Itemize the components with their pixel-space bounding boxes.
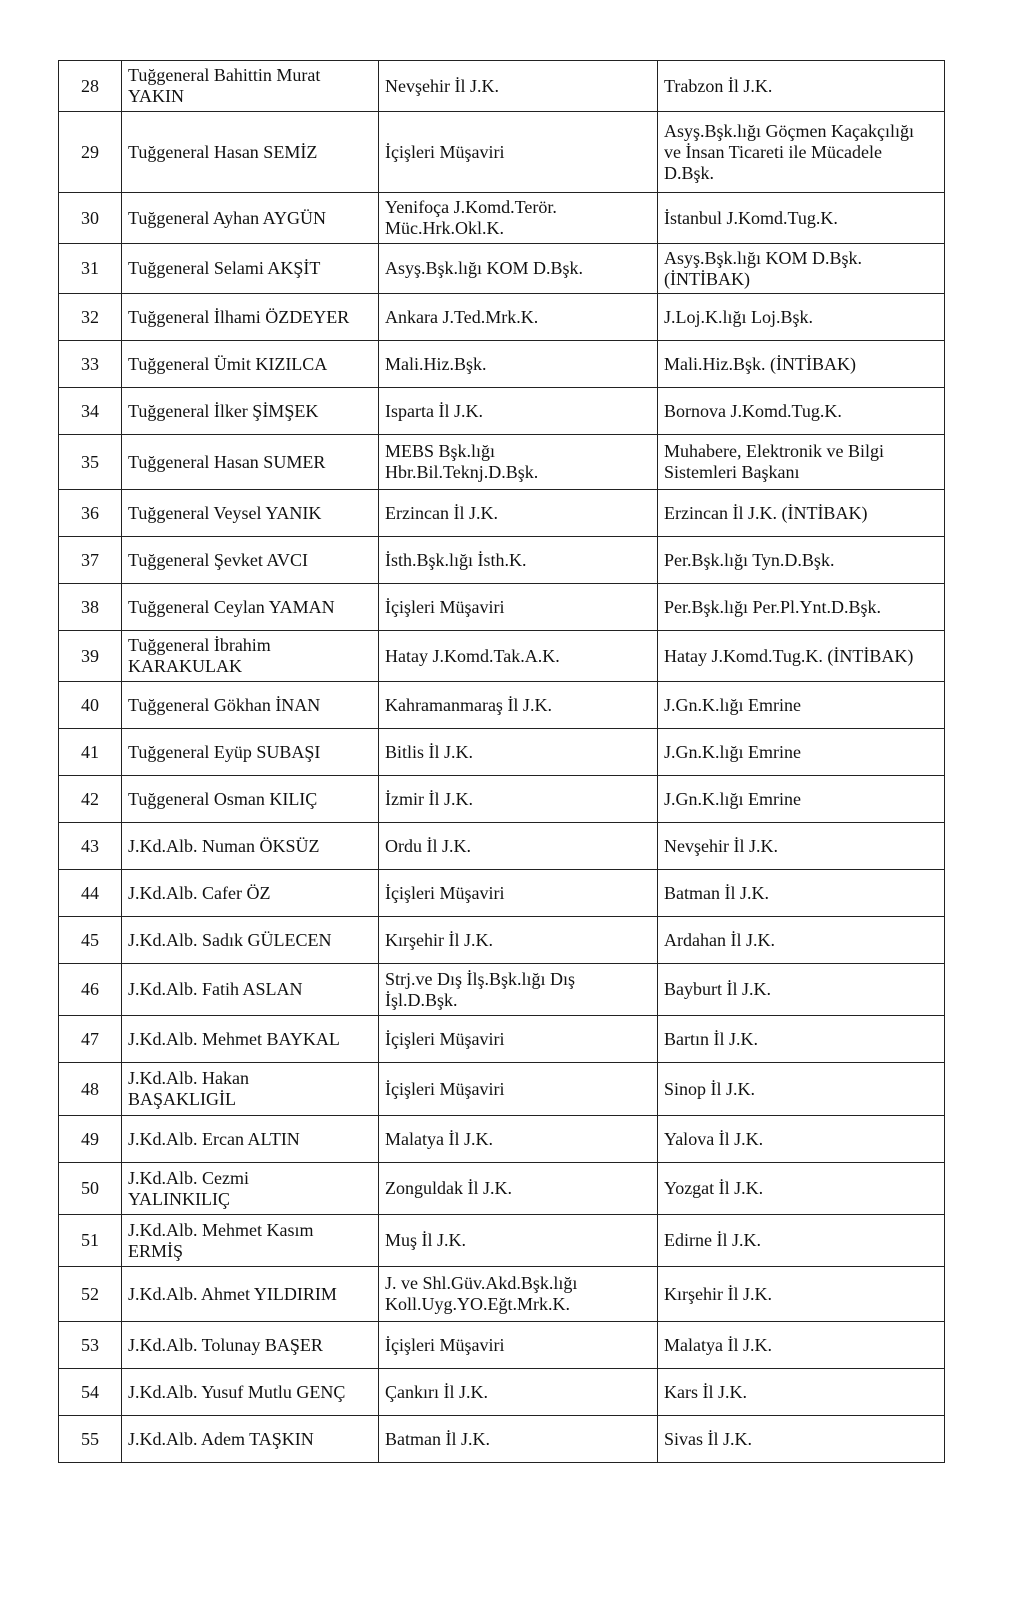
table-row: [59, 1016, 945, 1063]
current-post: Çankırı İl J.K.: [379, 1369, 658, 1416]
table-row: [59, 729, 945, 776]
new-post: Yalova İl J.K.: [658, 1116, 945, 1163]
officer-name: Tuğgeneral İlhami ÖZDEYER: [122, 294, 379, 341]
current-post: İçişleri Müşaviri: [379, 870, 658, 917]
table-row: [59, 490, 945, 537]
officer-name: Tuğgeneral Ümit KIZILCA: [122, 341, 379, 388]
row-number: 38: [59, 584, 122, 631]
new-post: Trabzon İl J.K.: [658, 61, 945, 112]
officer-name: J.Kd.Alb. Ahmet YILDIRIM: [122, 1267, 379, 1322]
officer-name: Tuğgeneral Veysel YANIK: [122, 490, 379, 537]
table-row: [59, 776, 945, 823]
new-post: İstanbul J.Komd.Tug.K.: [658, 193, 945, 244]
row-number: 35: [59, 435, 122, 490]
table-row: [59, 682, 945, 729]
new-post: J.Gn.K.lığı Emrine: [658, 776, 945, 823]
new-post: Edirne İl J.K.: [658, 1215, 945, 1267]
officer-name: J.Kd.Alb. Yusuf Mutlu GENÇ: [122, 1369, 379, 1416]
table-row: [59, 964, 945, 1016]
current-post: Nevşehir İl J.K.: [379, 61, 658, 112]
row-number: 37: [59, 537, 122, 584]
current-post: Malatya İl J.K.: [379, 1116, 658, 1163]
new-post: Per.Bşk.lığı Tyn.D.Bşk.: [658, 537, 945, 584]
current-post: İçişleri Müşaviri: [379, 1322, 658, 1369]
current-post: Bitlis İl J.K.: [379, 729, 658, 776]
table-row: [59, 112, 945, 193]
current-post: Strj.ve Dış İlş.Bşk.lığı Dış İşl.D.Bşk.: [379, 964, 658, 1016]
table-row: [59, 1116, 945, 1163]
row-number: 46: [59, 964, 122, 1016]
assignment-table-body: [59, 61, 945, 1463]
row-number: 52: [59, 1267, 122, 1322]
table-row: [59, 631, 945, 682]
officer-name: Tuğgeneral Eyüp SUBAŞI: [122, 729, 379, 776]
row-number: 44: [59, 870, 122, 917]
current-post: MEBS Bşk.lığı Hbr.Bil.Teknj.D.Bşk.: [379, 435, 658, 490]
row-number: 53: [59, 1322, 122, 1369]
row-number: 55: [59, 1416, 122, 1463]
table-row: [59, 341, 945, 388]
new-post: Mali.Hiz.Bşk. (İNTİBAK): [658, 341, 945, 388]
officer-name: Tuğgeneral Gökhan İNAN: [122, 682, 379, 729]
new-post: J.Loj.K.lığı Loj.Bşk.: [658, 294, 945, 341]
table-row: [59, 1163, 945, 1215]
row-number: 50: [59, 1163, 122, 1215]
new-post: Ardahan İl J.K.: [658, 917, 945, 964]
table-row: [59, 388, 945, 435]
table-row: [59, 193, 945, 244]
new-post: Sinop İl J.K.: [658, 1063, 945, 1116]
current-post: Batman İl J.K.: [379, 1416, 658, 1463]
row-number: 33: [59, 341, 122, 388]
officer-name: Tuğgeneral Selami AKŞİT: [122, 244, 379, 294]
table-row: [59, 1063, 945, 1116]
row-number: 41: [59, 729, 122, 776]
officer-name: J.Kd.Alb. Numan ÖKSÜZ: [122, 823, 379, 870]
current-post: Mali.Hiz.Bşk.: [379, 341, 658, 388]
new-post: Erzincan İl J.K. (İNTİBAK): [658, 490, 945, 537]
current-post: Kırşehir İl J.K.: [379, 917, 658, 964]
new-post: Nevşehir İl J.K.: [658, 823, 945, 870]
assignment-table: [58, 60, 945, 1463]
table-row: [59, 294, 945, 341]
new-post: Asyş.Bşk.lığı Göçmen Kaçakçılığı ve İnsan Ticareti ile Mücadele D.Bşk.: [658, 112, 945, 193]
table-row: [59, 244, 945, 294]
current-post: Kahramanmaraş İl J.K.: [379, 682, 658, 729]
officer-name: Tuğgeneral Osman KILIÇ: [122, 776, 379, 823]
officer-name: Tuğgeneral Şevket AVCI: [122, 537, 379, 584]
new-post: Kırşehir İl J.K.: [658, 1267, 945, 1322]
current-post: Ankara J.Ted.Mrk.K.: [379, 294, 658, 341]
officer-name: J.Kd.Alb. Adem TAŞKIN: [122, 1416, 379, 1463]
current-post: İçişleri Müşaviri: [379, 112, 658, 193]
officer-name: Tuğgeneral İbrahim KARAKULAK: [122, 631, 379, 682]
row-number: 30: [59, 193, 122, 244]
current-post: Zonguldak İl J.K.: [379, 1163, 658, 1215]
new-post: Sivas İl J.K.: [658, 1416, 945, 1463]
row-number: 28: [59, 61, 122, 112]
table-row: [59, 917, 945, 964]
current-post: Isparta İl J.K.: [379, 388, 658, 435]
table-row: [59, 584, 945, 631]
current-post: Yenifoça J.Komd.Terör. Müc.Hrk.Okl.K.: [379, 193, 658, 244]
new-post: Bornova J.Komd.Tug.K.: [658, 388, 945, 435]
new-post: Bartın İl J.K.: [658, 1016, 945, 1063]
row-number: 34: [59, 388, 122, 435]
current-post: Asyş.Bşk.lığı KOM D.Bşk.: [379, 244, 658, 294]
new-post: Kars İl J.K.: [658, 1369, 945, 1416]
new-post: J.Gn.K.lığı Emrine: [658, 682, 945, 729]
table-row: [59, 1215, 945, 1267]
officer-name: Tuğgeneral Ayhan AYGÜN: [122, 193, 379, 244]
current-post: İsth.Bşk.lığı İsth.K.: [379, 537, 658, 584]
row-number: 42: [59, 776, 122, 823]
officer-name: J.Kd.Alb. Mehmet BAYKAL: [122, 1016, 379, 1063]
row-number: 45: [59, 917, 122, 964]
new-post: Malatya İl J.K.: [658, 1322, 945, 1369]
officer-name: J.Kd.Alb. Mehmet Kasım ERMİŞ: [122, 1215, 379, 1267]
table-row: [59, 823, 945, 870]
officer-name: J.Kd.Alb. Cezmi YALINKILIÇ: [122, 1163, 379, 1215]
current-post: J. ve Shl.Güv.Akd.Bşk.lığı Koll.Uyg.YO.Eğt.Mrk.K.: [379, 1267, 658, 1322]
current-post: Muş İl J.K.: [379, 1215, 658, 1267]
new-post: Batman İl J.K.: [658, 870, 945, 917]
officer-name: Tuğgeneral Ceylan YAMAN: [122, 584, 379, 631]
table-row: [59, 537, 945, 584]
officer-name: Tuğgeneral İlker ŞİMŞEK: [122, 388, 379, 435]
table-row: [59, 1416, 945, 1463]
row-number: 48: [59, 1063, 122, 1116]
row-number: 51: [59, 1215, 122, 1267]
new-post: Bayburt İl J.K.: [658, 964, 945, 1016]
current-post: Erzincan İl J.K.: [379, 490, 658, 537]
officer-name: J.Kd.Alb. Sadık GÜLECEN: [122, 917, 379, 964]
current-post: İçişleri Müşaviri: [379, 584, 658, 631]
table-row: [59, 1322, 945, 1369]
table-row: [59, 61, 945, 112]
new-post: Yozgat İl J.K.: [658, 1163, 945, 1215]
row-number: 36: [59, 490, 122, 537]
current-post: İçişleri Müşaviri: [379, 1016, 658, 1063]
new-post: Hatay J.Komd.Tug.K. (İNTİBAK): [658, 631, 945, 682]
officer-name: Tuğgeneral Hasan SUMER: [122, 435, 379, 490]
current-post: İçişleri Müşaviri: [379, 1063, 658, 1116]
new-post: Asyş.Bşk.lığı KOM D.Bşk. (İNTİBAK): [658, 244, 945, 294]
new-post: Per.Bşk.lığı Per.Pl.Ynt.D.Bşk.: [658, 584, 945, 631]
officer-name: Tuğgeneral Bahittin Murat YAKIN: [122, 61, 379, 112]
officer-name: J.Kd.Alb. Tolunay BAŞER: [122, 1322, 379, 1369]
new-post: J.Gn.K.lığı Emrine: [658, 729, 945, 776]
officer-name: J.Kd.Alb. Hakan BAŞAKLIGİL: [122, 1063, 379, 1116]
table-row: [59, 435, 945, 490]
row-number: 32: [59, 294, 122, 341]
table-row: [59, 1267, 945, 1322]
current-post: İzmir İl J.K.: [379, 776, 658, 823]
officer-name: Tuğgeneral Hasan SEMİZ: [122, 112, 379, 193]
officer-name: J.Kd.Alb. Ercan ALTIN: [122, 1116, 379, 1163]
row-number: 40: [59, 682, 122, 729]
new-post: Muhabere, Elektronik ve Bilgi Sistemleri Başkanı: [658, 435, 945, 490]
officer-name: J.Kd.Alb. Cafer ÖZ: [122, 870, 379, 917]
officer-name: J.Kd.Alb. Fatih ASLAN: [122, 964, 379, 1016]
table-row: [59, 870, 945, 917]
row-number: 49: [59, 1116, 122, 1163]
row-number: 47: [59, 1016, 122, 1063]
current-post: Hatay J.Komd.Tak.A.K.: [379, 631, 658, 682]
row-number: 31: [59, 244, 122, 294]
row-number: 54: [59, 1369, 122, 1416]
table-row: [59, 1369, 945, 1416]
row-number: 39: [59, 631, 122, 682]
row-number: 29: [59, 112, 122, 193]
current-post: Ordu İl J.K.: [379, 823, 658, 870]
row-number: 43: [59, 823, 122, 870]
